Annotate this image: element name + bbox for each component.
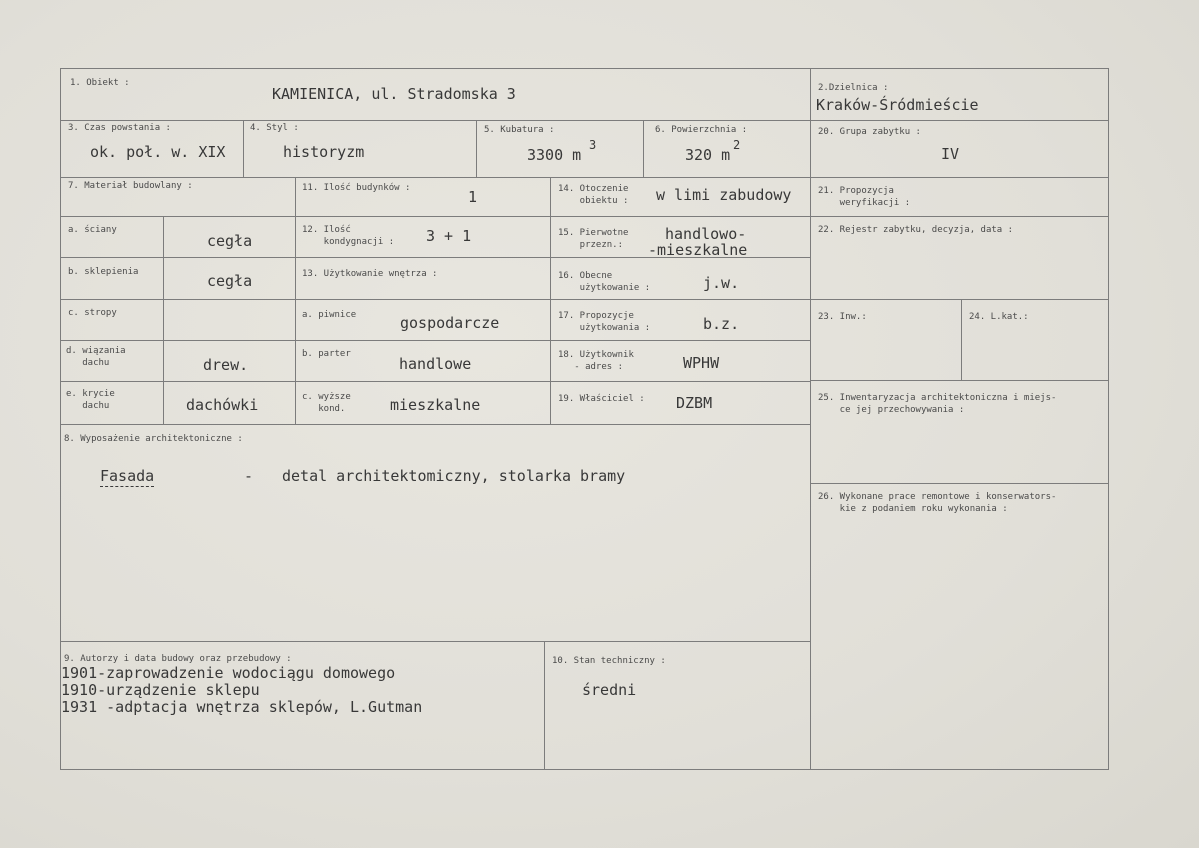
area-value: 320 m (685, 146, 731, 164)
verification-label: 21. Propozycja weryfikacji : (818, 186, 911, 208)
monument-group-label: 20. Grupa zabytku : (818, 127, 921, 137)
building-count-value: 1 (468, 188, 478, 206)
basement-label: a. piwnice (302, 310, 357, 320)
register-label: 22. Rejestr zabytku, decyzja, data : (818, 225, 1014, 235)
authors-line-2: 1910-urządzenie sklepu (61, 681, 260, 699)
creation-time-value: ok. poł. w. XIX (90, 143, 226, 161)
original-use-value-2: -mieszkalne (648, 241, 748, 259)
vaults-value: cegła (207, 272, 253, 290)
user-address-label: 18. Użytkownik - adres : (558, 350, 634, 372)
inventory-storage-label: 25. Inwentaryzacja architektoniczna i miejs- ce jej przechowywania : (818, 393, 1057, 415)
cell-vaults (60, 257, 164, 300)
walls-value: cegła (207, 232, 253, 250)
proposed-use-value: b.z. (703, 315, 740, 333)
original-use-label: 15. Pierwotne przezn.: (558, 228, 629, 250)
upper-floors-label: c. wyższe kond. (302, 392, 351, 414)
basement-value: gospodarcze (400, 314, 500, 332)
district-value: Kraków-Śródmieście (816, 96, 979, 114)
ceilings-label: c. stropy (68, 308, 117, 318)
storeys-label: 12. Ilość kondygnacji : (302, 225, 395, 247)
facade-dash: - (244, 467, 254, 485)
surroundings-label: 14. Otoczenie obiektu : (558, 184, 629, 206)
user-address-value: WPHW (683, 354, 720, 372)
volume-label: 5. Kubatura : (484, 125, 555, 135)
roofing-value: dachówki (186, 396, 259, 414)
current-use-label: 16. Obecne użytkowanie : (558, 271, 651, 293)
roof-truss-value: drew. (203, 356, 249, 374)
volume-value: 3300 m (527, 146, 582, 164)
area-label: 6. Powierzchnia : (655, 125, 748, 135)
architectural-equipment-label: 8. Wyposażenie architektoniczne : (64, 434, 243, 444)
owner-label: 19. Właściciel : (558, 394, 645, 404)
object-label: 1. Obiekt : (70, 78, 130, 88)
creation-time-label: 3. Czas powstania : (68, 123, 171, 133)
cell-conservation-works (810, 483, 1109, 770)
building-count-label: 11. Ilość budynków : (302, 183, 411, 193)
ground-floor-label: b. parter (302, 349, 351, 359)
monument-group-value: IV (941, 145, 960, 163)
authors-line-3: 1931 -adptacja wnętrza sklepów, L.Gutman (61, 698, 423, 716)
authors-dates-label: 9. Autorzy i data budowy oraz przebudowy : (64, 654, 292, 664)
ground-floor-value: handlowe (399, 355, 472, 373)
cell-ceilings-value (163, 299, 296, 341)
conservation-works-label: 26. Wykonane prace remontowe i konserwators- kie z podaniem roku wykonania : (818, 492, 1057, 514)
cell-walls (60, 216, 164, 258)
owner-value: DZBM (676, 394, 713, 412)
cell-architectural-equipment (60, 424, 811, 642)
vaults-label: b. sklepienia (68, 267, 139, 277)
catalogue-number-label: 24. L.kat.: (969, 312, 1029, 322)
roofing-label: e. krycie dachu (66, 389, 115, 411)
district-label: 2.Dzielnica : (818, 83, 889, 93)
current-use-value: j.w. (703, 274, 740, 292)
object-value: KAMIENICA, ul. Stradomska 3 (272, 85, 516, 103)
storeys-value: 3 + 1 (426, 227, 472, 245)
cell-ceilings (60, 299, 164, 341)
interior-use-label: 13. Użytkowanie wnętrza : (302, 269, 438, 279)
walls-label: a. ściany (68, 225, 117, 235)
facade-heading: Fasada (100, 467, 155, 485)
technical-condition-value: średni (582, 681, 637, 699)
style-label: 4. Styl : (250, 123, 299, 133)
building-material-label: 7. Materiał budowlany : (68, 181, 193, 191)
upper-floors-value: mieszkalne (390, 396, 481, 414)
authors-line-1: 1901-zaprowadzenie wodociągu domowego (61, 664, 396, 682)
inventory-number-label: 23. Inw.: (818, 312, 867, 322)
proposed-use-label: 17. Propozycje użytkowania : (558, 311, 651, 333)
technical-condition-label: 10. Stan techniczny : (552, 656, 666, 666)
area-unit-exponent: 2 (733, 138, 741, 152)
facade-description: detal architektomiczny, stolarka bramy (282, 467, 626, 485)
roof-truss-label: d. wiązania dachu (66, 346, 126, 368)
original-use-value-1: handlowo- (665, 225, 747, 243)
volume-unit-exponent: 3 (589, 138, 597, 152)
style-value: historyzm (283, 143, 365, 161)
surroundings-value: w limi zabudowy (656, 186, 792, 204)
